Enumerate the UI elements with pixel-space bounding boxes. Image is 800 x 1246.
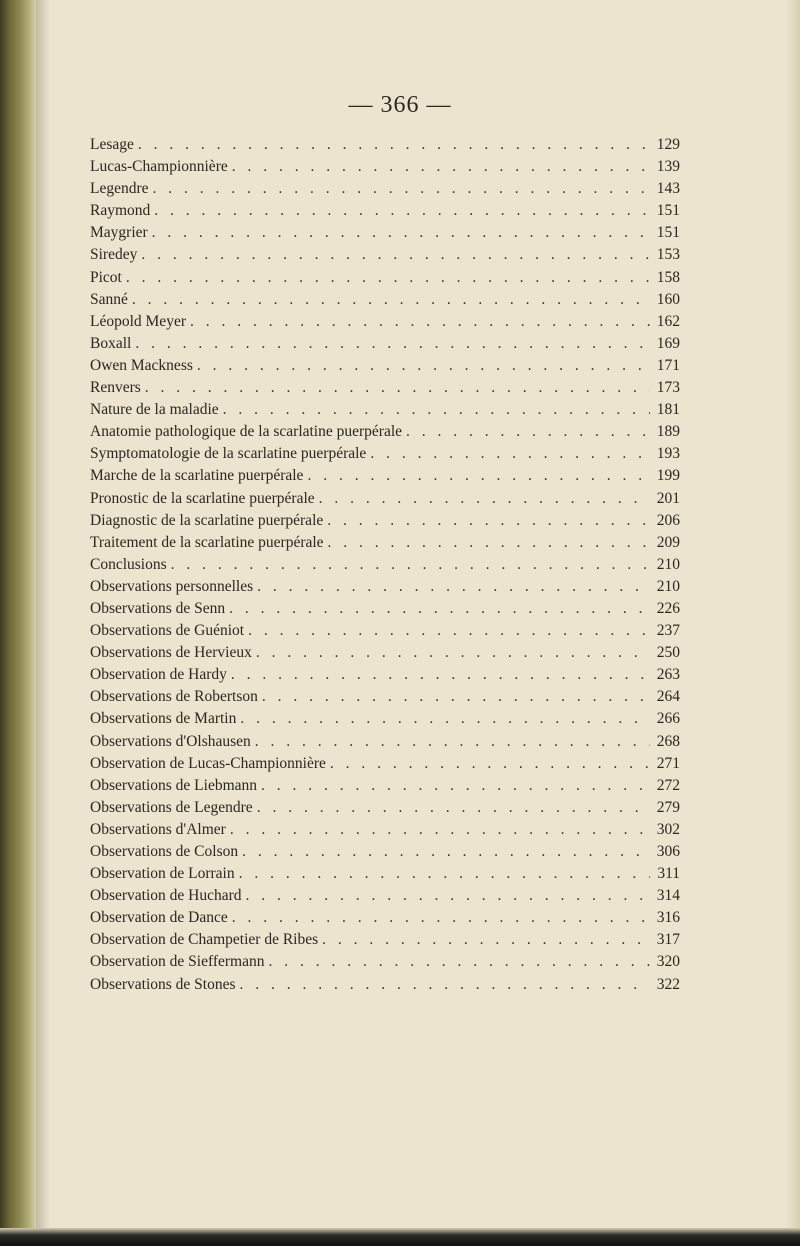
dot-leader: [256, 642, 650, 664]
page-bottom-edge: [0, 1228, 800, 1246]
toc-entry-page-number: 271: [656, 754, 680, 772]
toc-entry: [90, 642, 680, 664]
toc-entry: [90, 885, 680, 907]
toc-entry-title: Legendre: [90, 180, 149, 198]
dot-leader: [328, 532, 650, 554]
page-edge-shadow: [786, 0, 800, 1246]
toc-entry-title: Nature de la maladie: [90, 401, 219, 419]
toc-entry: [90, 974, 680, 996]
dot-leader: [229, 598, 650, 620]
toc-entry-title: Anatomie pathologique de la scarlatine puerpérale: [90, 423, 403, 441]
toc-entry-title: Observations de Colson: [90, 843, 239, 860]
toc-entry-title: Observations de Robertson: [90, 688, 258, 706]
toc-entry-page-number: 210: [656, 577, 680, 595]
dot-leader: [141, 244, 650, 266]
toc-entry-page-number: 272: [656, 776, 680, 794]
toc-entry-page-number: 314: [656, 887, 680, 905]
dot-leader: [171, 554, 650, 576]
toc-entry: [90, 576, 680, 598]
toc-entry-title: Observation de Lorrain: [90, 865, 235, 883]
toc-entry-title: Observation de Lucas-Championnière: [90, 754, 326, 772]
toc-entry-page-number: 206: [656, 511, 680, 529]
toc-entry: [90, 200, 680, 222]
toc-entry-title: Maygrier: [90, 224, 148, 242]
toc-entry: [90, 863, 680, 885]
toc-entry-title: Observations de Legendre: [90, 798, 253, 816]
dot-leader: [240, 708, 650, 730]
page-number: — 366 —: [348, 92, 452, 118]
toc-entry-page-number: 317: [656, 931, 680, 949]
toc-entry: [90, 797, 680, 819]
toc-entry-title: Sanné: [90, 290, 128, 308]
dot-leader: [370, 443, 650, 465]
dot-leader: [132, 289, 650, 311]
toc-entry-page-number: 302: [656, 820, 680, 838]
toc-entry-title: Marche de la scarlatine puerpérale: [90, 467, 304, 485]
toc-entry-title: Observations de Stones: [90, 975, 236, 993]
toc-entry: [90, 465, 680, 487]
dot-leader: [242, 841, 650, 863]
toc-entry-title: Diagnostic de la scarlatine puerpérale: [90, 511, 324, 529]
toc-entry-page-number: 189: [656, 423, 680, 441]
toc-entry-page-number: 129: [656, 136, 680, 153]
dot-leader: [248, 620, 650, 642]
toc-entry-page-number: 158: [656, 268, 680, 286]
toc-entry-page-number: 320: [656, 953, 680, 971]
dot-leader: [268, 951, 650, 973]
toc-entry: [90, 708, 680, 730]
toc-entry: [90, 178, 680, 200]
toc-entry-page-number: 151: [656, 202, 680, 220]
toc-entry-title: Conclusions: [90, 555, 167, 573]
toc-entry: [90, 951, 680, 973]
toc-entry-page-number: 226: [656, 599, 680, 617]
toc-entry-page-number: 266: [656, 710, 680, 728]
toc-entry: [90, 333, 680, 355]
toc-entry-title: Observations de Senn: [90, 599, 226, 617]
toc-entry-page-number: 181: [656, 401, 680, 419]
toc-entry-title: Pronostic de la scarlatine puerpérale: [90, 489, 315, 507]
toc-entry-page-number: 209: [656, 533, 680, 551]
toc-entry-page-number: 193: [656, 445, 680, 463]
toc-entry: [90, 554, 680, 576]
dot-leader: [240, 974, 650, 996]
toc-entry: [90, 841, 680, 863]
toc-entry-page-number: 169: [656, 334, 680, 352]
toc-entry-title: Siredey: [90, 246, 138, 264]
dot-leader: [154, 200, 650, 222]
toc-entry-title: Boxall: [90, 334, 132, 352]
toc-entry: [90, 289, 680, 311]
dot-leader: [232, 156, 650, 178]
toc-entry-title: Observations de Liebmann: [90, 776, 258, 794]
dot-leader: [232, 907, 650, 929]
toc-entry-title: Observations d'Olshausen: [90, 732, 251, 750]
toc-entry-title: Observations de Guéniot: [90, 622, 245, 640]
toc-entry-page-number: 237: [656, 622, 680, 640]
toc-entry-page-number: 160: [656, 290, 680, 308]
dot-leader: [262, 686, 650, 708]
toc-entry-title: Observations de Hervieux: [90, 644, 252, 662]
toc-entry: [90, 355, 680, 377]
toc-entry: [90, 532, 680, 554]
toc-entry-page-number: 151: [656, 224, 680, 242]
toc-entry: [90, 819, 680, 841]
toc-entry: [90, 731, 680, 753]
dot-leader: [307, 465, 650, 487]
toc-entry-page-number: 139: [656, 158, 680, 176]
toc-entry: [90, 443, 680, 465]
toc-entry-page-number: 250: [656, 644, 680, 662]
toc-entry-page-number: 263: [656, 666, 680, 684]
toc-entry-title: Lesage: [90, 136, 134, 153]
dot-leader: [319, 488, 650, 510]
toc-entry: [90, 753, 680, 775]
toc-entry: [90, 399, 680, 421]
toc-entry: [90, 267, 680, 289]
toc-entry-title: Observation de Sieffermann: [90, 953, 265, 971]
toc-entry-title: Renvers: [90, 379, 141, 397]
table-of-contents: [90, 134, 680, 996]
dot-leader: [406, 421, 650, 443]
toc-entry-title: Observation de Champetier de Ribes: [90, 931, 319, 949]
toc-entry-page-number: 279: [656, 798, 680, 816]
toc-entry-title: Observation de Hardy: [90, 666, 227, 684]
toc-entry-page-number: 311: [657, 865, 680, 883]
toc-entry-title: Picot: [90, 268, 122, 286]
dot-leader: [223, 399, 650, 421]
toc-entry-title: Observation de Huchard: [90, 887, 242, 905]
toc-entry: [90, 134, 680, 156]
toc-entry-title: Observations de Martin: [90, 710, 237, 728]
dot-leader: [190, 311, 650, 333]
toc-entry-title: Lucas-Championnière: [90, 158, 228, 176]
toc-entry: [90, 598, 680, 620]
toc-entry-page-number: 306: [656, 843, 680, 860]
dot-leader: [257, 797, 650, 819]
dot-leader: [126, 267, 650, 289]
toc-entry: [90, 488, 680, 510]
toc-entry: [90, 222, 680, 244]
toc-entry-page-number: 173: [656, 379, 680, 397]
toc-entry: [90, 311, 680, 333]
toc-entry-page-number: 264: [656, 688, 680, 706]
toc-entry-title: Raymond: [90, 202, 151, 220]
toc-entry: [90, 156, 680, 178]
toc-entry-page-number: 201: [656, 489, 680, 507]
dot-leader: [257, 576, 650, 598]
toc-entry-title: Symptomatologie de la scarlatine puerpérale: [90, 445, 367, 463]
toc-entry: [90, 664, 680, 686]
toc-entry-page-number: 162: [656, 312, 680, 330]
toc-entry-title: Traitement de la scarlatine puerpérale: [90, 533, 324, 551]
toc-entry-title: Observation de Dance: [90, 909, 228, 927]
dot-leader: [246, 885, 650, 907]
toc-entry: [90, 377, 680, 399]
toc-entry: [90, 907, 680, 929]
gutter-shadow: [36, 0, 50, 1246]
toc-entry-page-number: 143: [656, 180, 680, 198]
toc-entry-page-number: 153: [656, 246, 680, 264]
toc-entry: [90, 686, 680, 708]
toc-entry-page-number: 171: [656, 356, 680, 374]
dot-leader: [322, 929, 650, 951]
dot-leader: [330, 753, 650, 775]
toc-entry: [90, 421, 680, 443]
dot-leader: [138, 134, 650, 156]
toc-entry-title: Observations personnelles: [90, 577, 254, 595]
dot-leader: [255, 731, 650, 753]
dot-leader: [135, 333, 650, 355]
dot-leader: [152, 222, 650, 244]
dot-leader: [231, 664, 650, 686]
toc-entry-page-number: 199: [656, 467, 680, 485]
dot-leader: [261, 775, 650, 797]
dot-leader: [145, 377, 650, 399]
toc-entry-title: Léopold Meyer: [90, 312, 186, 330]
toc-entry: [90, 244, 680, 266]
dot-leader: [327, 510, 650, 532]
toc-entry-title: Owen Mackness: [90, 356, 193, 374]
toc-entry: [90, 775, 680, 797]
toc-entry-title: Observations d'Almer: [90, 820, 226, 838]
dot-leader: [153, 178, 650, 200]
toc-entry: [90, 510, 680, 532]
dot-leader: [197, 355, 650, 377]
toc-entry-page-number: 268: [656, 732, 680, 750]
dot-leader: [239, 863, 650, 885]
toc-entry: [90, 620, 680, 642]
toc-entry-page-number: 316: [656, 909, 680, 927]
toc-entry-page-number: 322: [656, 975, 680, 993]
toc-entry-page-number: 210: [656, 555, 680, 573]
dot-leader: [230, 819, 650, 841]
book-spine-binding: [0, 0, 36, 1246]
toc-entry: [90, 929, 680, 951]
